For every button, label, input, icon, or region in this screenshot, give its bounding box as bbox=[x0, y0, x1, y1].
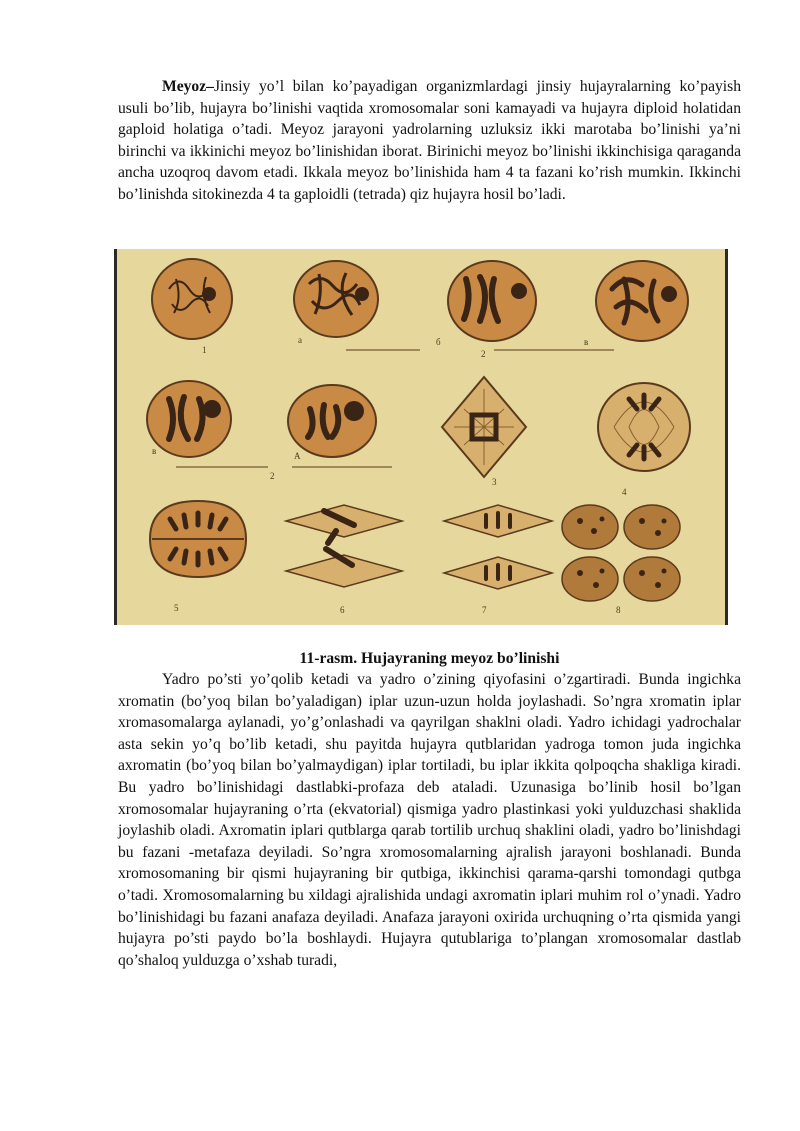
label-8: 8 bbox=[616, 605, 621, 615]
cell-zygotene bbox=[294, 261, 378, 337]
cell-late-diakinesis bbox=[288, 385, 376, 457]
meiosis-term: Meyoz bbox=[162, 78, 207, 95]
cell-leptotene bbox=[152, 259, 232, 339]
intro-paragraph bbox=[118, 76, 741, 206]
cell-pachytene bbox=[448, 261, 536, 341]
meiosis-illustration bbox=[114, 249, 728, 625]
cell-diakinesis bbox=[147, 381, 231, 457]
label-b: б bbox=[436, 337, 441, 347]
label-2-mid: 2 bbox=[270, 471, 275, 481]
body-paragraph: Yadro po’sti yo’qolib ketadi va yadro o’zining qiyofasini o’zgartiradi. Bunda ingichka xromatin (bo’yoq bilan bo’yaladigan) iplar uzun-uzun holda joylashadi. So’ngra xromatin iplar xromasomalarga aylanadi, yo’g’onlashadi va qayrilgan shaklni oladi. Yadro ichidagi yadrochalar asta sekin yo’q bo’lib ketadi, shu payitda hujayra qutblaridan yadroga tomon juda ingichka axromatin (bo’yoq bilan bo’yalmaydigan) iplar tortiladi, bu iplar ikkita qolpoqcha shakliga kiradi. Bu yadro bo’linishidagi dastlabki-profaza deb ataladi. Uzunasiga bo’linib hosil bo’lgan xromosomalar hujayraning o’rta (ekvatorial) qismiga yadro plastinkasi yoki yulduzchasi shaklida joylashib oladi. Axromatin iplari qutblarga qarab tortilib urchuq shaklini oladi, yadro bo’linishdagi bu fazani -metafaza deyiladi. So’ngra xromosomalarning ajralish jarayoni boshlanadi. Bunda xromosomaning bir qismi hujayraning bir qutbiga, ikkinchisi qarama-qarshi tomondagi qutbga o’tadi. Xromosomalarning bu xildagi ajralishida undagi axromatin iplari muhim rol o’ynadi. Yadro bo’linishidagi bu fazani anafaza deyiladi. Anafaza jarayoni oxirida urchuqning o’rta qismida yangi hujayra po’sti paydo bo’la boshlaydi. Hujayra qutublariga to’plangan xromosomalar dastlab qo’shaloq yulduzga o’xshab turadi, bbox=[118, 671, 741, 969]
term-dash: – bbox=[206, 78, 214, 95]
label-2-top: 2 bbox=[481, 349, 486, 359]
label-A: A bbox=[294, 451, 301, 461]
label-7: 7 bbox=[482, 605, 487, 615]
cell-telophase-1 bbox=[150, 501, 246, 577]
cell-anaphase-1 bbox=[598, 383, 690, 471]
cell-diplotene bbox=[596, 261, 688, 341]
figure-caption: 11-rasm. Hujayraning meyoz bo’linishi bbox=[299, 650, 560, 667]
label-v-2: в bbox=[152, 446, 157, 456]
label-4: 4 bbox=[622, 487, 627, 497]
intro-text: Jinsiy yo’l bilan ko’payadigan organizmlardagi jinsiy hujayralarning ko’payish usuli bo’lib, hujayra bo’linishi vaqtida xromosomalar soni kamayadi va hujayra diploid holatidan gaploid holatiga o’tadi. Meyoz jarayoni yadrolarning uzluksiz ikki marotaba bo’linishi ya’ni birinchi va ikkinichi meyoz bo’linishidan iborat. Birinichi meyoz bo’linishi ikkinchisiga qaraganda ancha uzoqroq davom etadi. Ikkala meyoz bo’linishida ham 4 ta fazani ko’rish mumkin. Ikkinchi bo’linishda sitokinezda 4 ta gaploidli (tetrada) qiz hujayra hosil bo’ladi. bbox=[118, 78, 741, 203]
label-6: 6 bbox=[340, 605, 345, 615]
label-v: в bbox=[584, 337, 589, 347]
label-a: a bbox=[298, 335, 302, 345]
label-3: 3 bbox=[492, 477, 497, 487]
meiosis-figure bbox=[114, 249, 728, 625]
label-1: 1 bbox=[202, 345, 207, 355]
label-5: 5 bbox=[174, 603, 179, 613]
